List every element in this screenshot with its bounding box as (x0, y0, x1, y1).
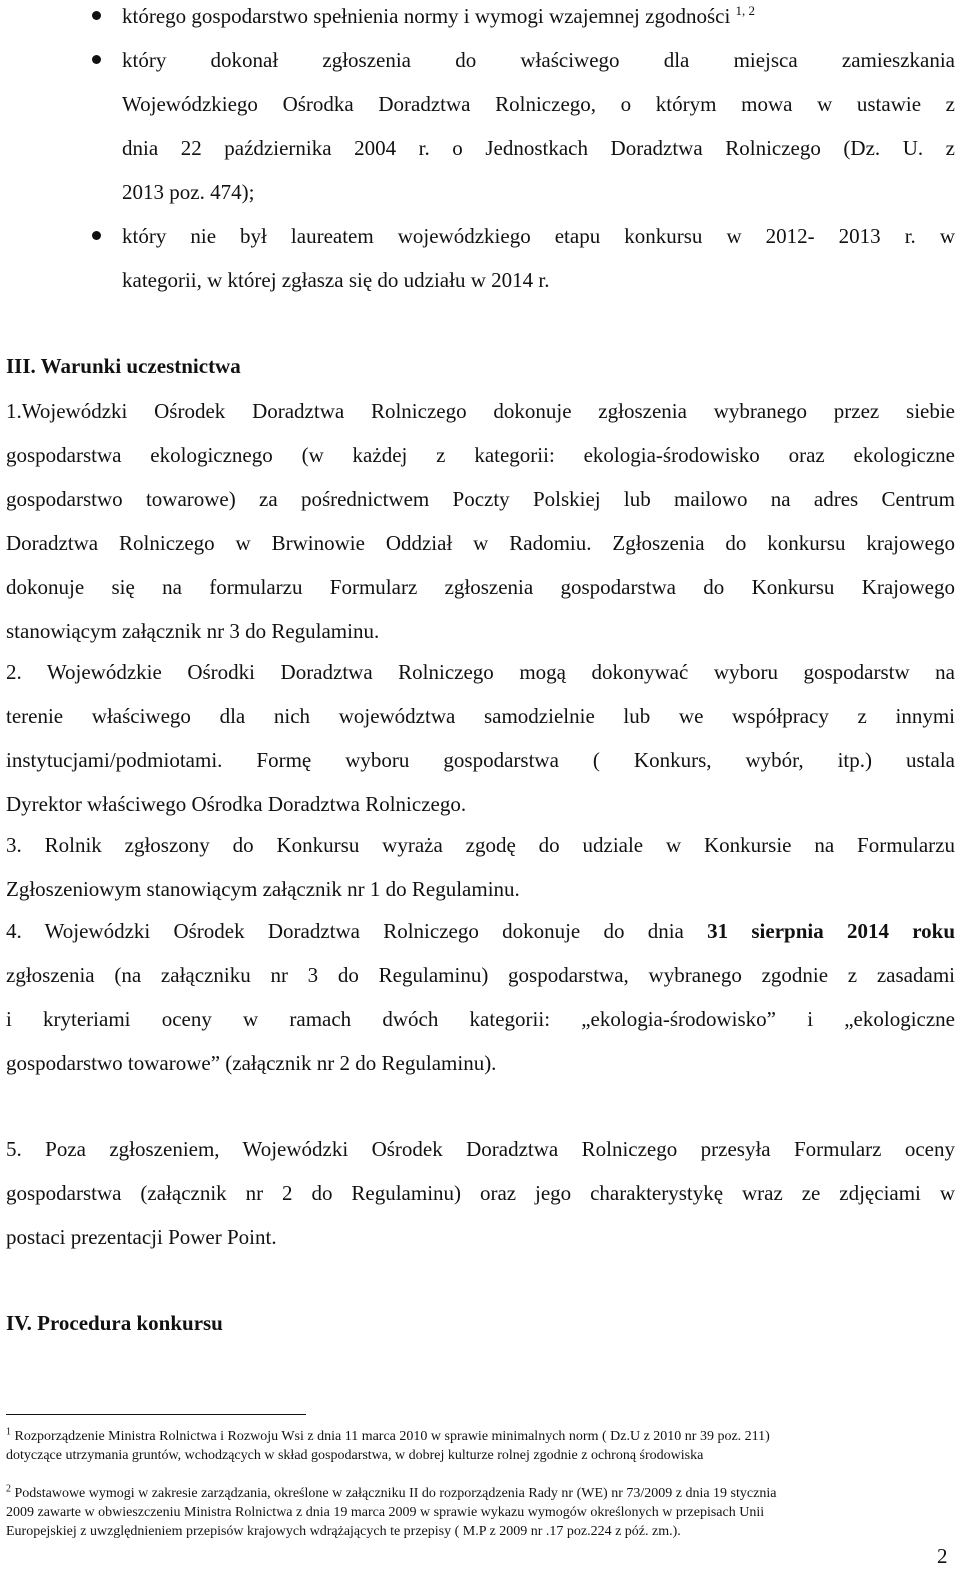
paragraph-line: i kryteriami oceny w ramach dwóch kategorii: „ekologia-środowisko” i „ekologiczne (6, 1007, 955, 1031)
bullet-item-2 (122, 38, 955, 214)
footnote-1 (6, 1427, 926, 1465)
paragraph-2 (6, 650, 955, 826)
paragraph-line: gospodarstwa (załącznik nr 2 do Regulaminu) oraz jego charakterystykę wraz ze zdjęciami w (6, 1181, 955, 1205)
footnote-separator (6, 1414, 306, 1415)
footnote-line: Podstawowe wymogi w zakresie zarządzania, określone w załączniku II do rozporządzenia Rady nr (WE) nr 73/2009 z dnia 19 stycznia (14, 1486, 777, 1501)
bullet-line: kategorii, w której zgłasza się do udziału w 2014 r. (122, 268, 550, 292)
paragraph-3 (6, 823, 955, 911)
footnote-line: Rozporządzenie Ministra Rolnictwa i Rozwoju Wsi z dnia 11 marca 2010 w sprawie minimalnych norm ( Dz.U z 2010 nr 39 poz. 211) (14, 1429, 770, 1444)
bullet-line: którego gospodarstwo spełnienia normy i wymogi wzajemnej zgodności (122, 4, 731, 28)
paragraph-line: stanowiącym załącznik nr 3 do Regulaminu. (6, 619, 380, 643)
paragraph-line: gospodarstwo towarowe” (załącznik nr 2 do Regulaminu). (6, 1051, 497, 1075)
deadline-date: 31 sierpnia 2014 roku (707, 919, 955, 943)
paragraph-line (6, 909, 955, 953)
paragraph-line: zgłoszenia (na załączniku nr 3 do Regulaminu) gospodarstwa, wybranego zgodnie z zasadami (6, 963, 955, 987)
paragraph-line: 3. Rolnik zgłoszony do Konkursu wyraża zgodę do udziale w Konkursie na Formularzu (6, 833, 955, 857)
footnote-number: 2 (6, 1483, 11, 1495)
bullet-line: dnia 22 października 2004 r. o Jednostkach Doradztwa Rolniczego (Dz. U. z (122, 136, 955, 160)
bullet-item-1 (122, 0, 955, 38)
paragraph-line: 1.Wojewódzki Ośrodek Doradztwa Rolniczego dokonuje zgłoszenia wybranego przez siebie (6, 399, 955, 423)
bullet-icon (92, 55, 101, 64)
bullet-line: który dokonał zgłoszenia do właściwego dla miejsca zamieszkania (122, 48, 955, 72)
bullet-item-3 (122, 214, 955, 302)
paragraph-line: gospodarstwa ekologicznego (w każdej z kategorii: ekologia-środowisko oraz ekologiczne (6, 443, 955, 467)
footnote-number: 1 (6, 1426, 11, 1438)
paragraph-line: 5. Poza zgłoszeniem, Wojewódzki Ośrodek Doradztwa Rolniczego przesyła Formularz oceny (6, 1137, 955, 1161)
footnote-2 (6, 1484, 926, 1541)
paragraph-line: Zgłoszeniowym stanowiącym załącznik nr 1 do Regulaminu. (6, 877, 520, 901)
paragraph-4 (6, 909, 955, 1085)
bullet-line: Wojewódzkiego Ośrodka Doradztwa Rolniczego, o którym mowa w ustawie z (122, 92, 955, 116)
footnote-ref: 1, 2 (735, 3, 756, 18)
paragraph-line: Dyrektor właściwego Ośrodka Doradztwa Rolniczego. (6, 792, 467, 816)
bullet-icon (92, 231, 101, 240)
paragraph-line: terenie właściwego dla nich województwa samodzielnie lub we współpracy z innymi (6, 704, 955, 728)
bullet-line: który nie był laureatem wojewódzkiego etapu konkursu w 2012- 2013 r. w (122, 224, 955, 248)
bullet-line: 2013 poz. 474); (122, 180, 255, 204)
section-heading-warunki: III. Warunki uczestnictwa (6, 354, 241, 378)
paragraph-line: instytucjami/podmiotami. Formę wyboru gospodarstwa ( Konkurs, wybór, itp.) ustala (6, 748, 955, 772)
footnote-line: 2009 zawarte w obwieszczeniu Ministra Rolnictwa z dnia 19 marca 2009 w sprawie wykazu wymogów określonych w przepisach Unii (6, 1505, 765, 1520)
footnote-line: Europejskiej z uwzględnieniem przepisów krajowych wdrążających te przepisy ( M.P z 2009 nr .17 poz.224 z póź. zm.). (6, 1524, 681, 1539)
bullet-icon (92, 11, 101, 20)
paragraph-line: gospodarstwo towarowe) za pośrednictwem Poczty Polskiej lub mailowo na adres Centrum (6, 487, 955, 511)
paragraph-line: postaci prezentacji Power Point. (6, 1225, 277, 1249)
paragraph-5 (6, 1127, 955, 1259)
page-number: 2 (937, 1544, 948, 1568)
paragraph-1 (6, 389, 955, 653)
footnote-line: dotyczące utrzymania gruntów, wchodzących w skład gospodarstwa, w dobrej kulturze rolnej zgodnie z ochroną środowiska (6, 1448, 704, 1463)
paragraph-line: dokonuje się na formularzu Formularz zgłoszenia gospodarstwa do Konkursu Krajowego (6, 575, 955, 599)
paragraph-text: 4. Wojewódzki Ośrodek Doradztwa Rolniczego dokonuje do dnia (6, 919, 684, 943)
paragraph-line: 2. Wojewódzkie Ośrodki Doradztwa Rolniczego mogą dokonywać wyboru gospodarstw na (6, 660, 955, 684)
section-heading-procedura: IV. Procedura konkursu (6, 1311, 223, 1335)
paragraph-line: Doradztwa Rolniczego w Brwinowie Oddział w Radomiu. Zgłoszenia do konkursu krajowego (6, 531, 955, 555)
